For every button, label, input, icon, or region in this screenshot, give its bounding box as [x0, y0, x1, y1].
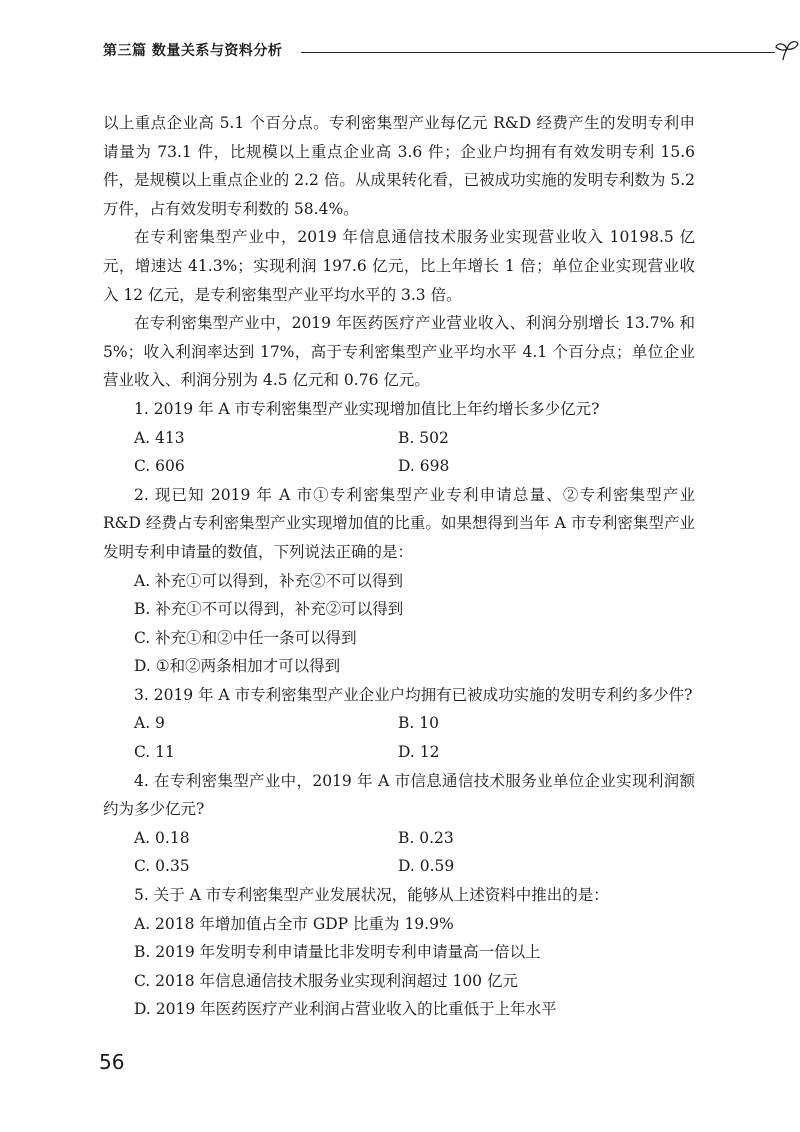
question-3 — [103, 681, 695, 767]
options — [103, 824, 695, 881]
option-a: A. 补充①可以得到，补充②不可以得到 — [134, 571, 404, 590]
option-b: B. 0.23 — [398, 828, 454, 847]
paragraph: 在专利密集型产业中，2019 年医药医疗产业营业收入、利润分别增长 13.7% 和 5%；收入利润率达到 17%，高于专利密集型产业平均水平 4.1 个百分点；单位企业营业收入、利润分别为 4.5 亿元和 0.76 亿元。 — [103, 314, 695, 390]
paragraph: 以上重点企业高 5.1 个百分点。专利密集型产业每亿元 R&D 经费产生的发明专利申请量为 73.1 件，比规模以上重点企业高 3.6 件；企业户均拥有有效发明专利 15.6 件，是规模以上重点企业的 2.2 倍。从成果转化看，已被成功实施的发明专利数为 5.2 万件，占有效发明专利数的 58.4%。 — [103, 114, 695, 218]
option-b: B. 10 — [398, 714, 439, 733]
option-b: B. 502 — [398, 428, 449, 447]
option-a: A. 0.18 — [134, 828, 190, 847]
option-d: D. ①和②两条相加才可以得到 — [134, 657, 341, 676]
question-4 — [103, 767, 695, 881]
question-text: 5. 关于 A 市专利密集型产业发展状况，能够从上述资料中推出的是： — [134, 886, 609, 905]
question-1 — [103, 395, 695, 481]
option-c: C. 606 — [134, 457, 185, 476]
option-d: D. 698 — [398, 457, 450, 476]
page-header — [103, 38, 703, 62]
option-d: D. 2019 年医药医疗产业利润占营业收入的比重低于上年水平 — [134, 1000, 557, 1019]
option-c: C. 补充①和②中任一条可以得到 — [134, 628, 357, 647]
header-rule — [301, 52, 775, 53]
option-c: C. 11 — [134, 743, 175, 762]
option-b: B. 补充①不可以得到，补充②可以得到 — [134, 600, 404, 619]
option-d: D. 0.59 — [398, 857, 455, 876]
options — [103, 424, 695, 481]
option-a: A. 413 — [134, 428, 185, 447]
paragraph: 在专利密集型产业中，2019 年信息通信技术服务业实现营业收入 10198.5 亿元，增速达 41.3%；实现利润 197.6 亿元，比上年增长 1 倍；单位企业实现营业收入 12 亿元，是专利密集型产业平均水平的 3.3 倍。 — [103, 228, 695, 304]
option-c: C. 0.35 — [134, 857, 190, 876]
options — [103, 567, 695, 681]
options — [103, 910, 695, 1024]
question-text: 4. 在专利密集型产业中，2019 年 A 市信息通信技术服务业单位企业实现利润额约为多少亿元? — [103, 771, 695, 819]
section-title: 第三篇 数量关系与资料分析 — [103, 43, 283, 59]
option-b: B. 2019 年发明专利申请量比非发明专利申请量高一倍以上 — [134, 943, 541, 962]
option-a: A. 9 — [134, 714, 165, 733]
option-d: D. 12 — [398, 743, 440, 762]
page-number: 56 — [99, 1050, 125, 1074]
page-content — [103, 109, 695, 1024]
options — [103, 709, 695, 766]
question-text: 3. 2019 年 A 市专利密集型产业企业户均拥有已被成功实施的发明专利约多少件? — [134, 685, 693, 704]
question-text: 1. 2019 年 A 市专利密集型产业实现增加值比上年约增长多少亿元? — [134, 399, 600, 418]
option-a: A. 2018 年增加值占全市 GDP 比重为 19.9% — [134, 914, 454, 933]
sprout-icon — [774, 38, 800, 62]
question-text: 2. 现已知 2019 年 A 市①专利密集型产业专利申请总量、②专利密集型产业 R&D 经费占专利密集型产业实现增加值的比重。如果想得到当年 A 市专利密集型产业发明专利申请量的数值，下列说法正确的是： — [103, 485, 695, 561]
question-5 — [103, 881, 695, 1024]
question-2 — [103, 481, 695, 681]
option-c: C. 2018 年信息通信技术服务业实现利润超过 100 亿元 — [134, 971, 518, 990]
